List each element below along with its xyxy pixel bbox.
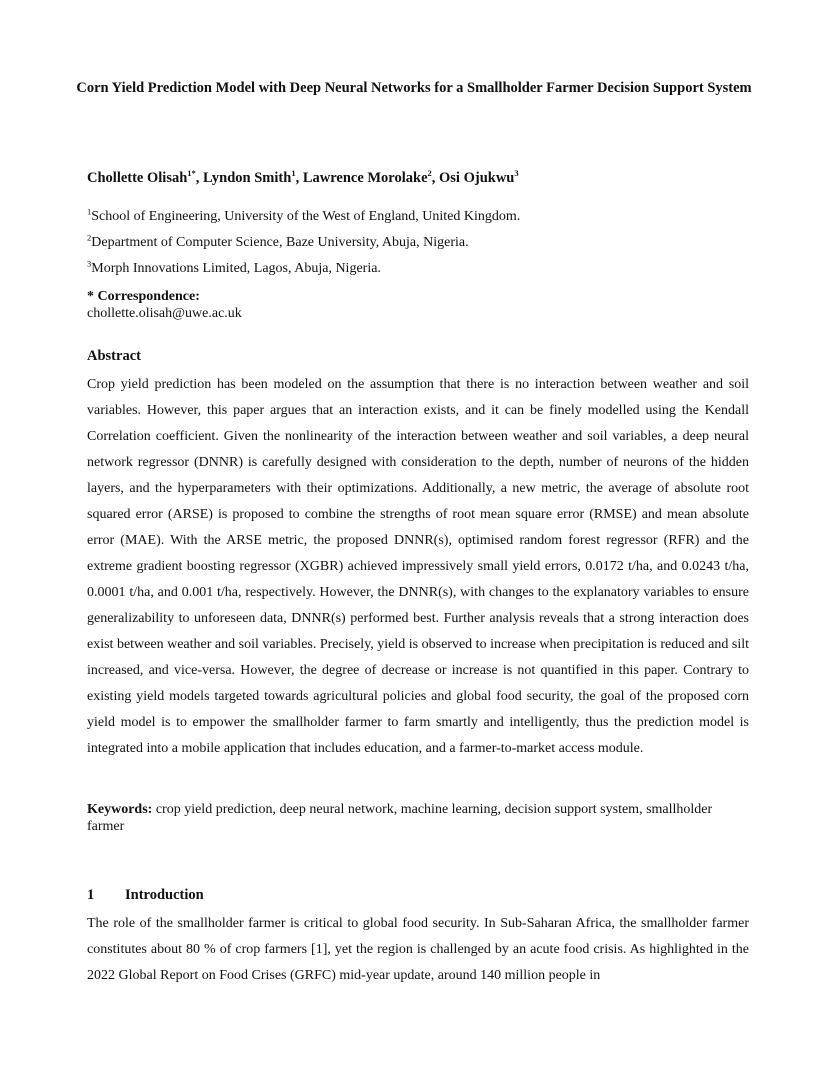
affiliation-text: Morph Innovations Limited, Lagos, Abuja, Nigeria.	[91, 261, 381, 276]
keywords-text: crop yield prediction, deep neural network, machine learning, decision support system, smallholder farmer	[87, 802, 713, 834]
author-affiliation-mark: 1	[291, 168, 296, 179]
keywords-label: Keywords:	[87, 802, 153, 817]
author-affiliation-mark: 1*	[187, 168, 196, 179]
section-heading	[87, 887, 204, 904]
correspondence-label: * Correspondence:	[87, 289, 200, 304]
author-list	[87, 170, 519, 187]
author-name: Chollette Olisah	[87, 170, 188, 186]
author-separator: ,	[295, 170, 303, 186]
affiliation-mark: 2	[87, 232, 92, 243]
affiliation-mark: 3	[87, 258, 92, 269]
author-separator: ,	[195, 170, 204, 186]
affiliation	[87, 230, 520, 256]
section-number: 1	[87, 887, 95, 903]
author-name: Lawrence Morolake	[302, 170, 428, 186]
author-affiliation-mark: 2	[427, 168, 432, 179]
author-affiliation-mark: 3	[514, 168, 519, 179]
affiliation-list	[87, 204, 520, 282]
author-name: Osi Ojukwu	[439, 170, 515, 186]
abstract-text: Crop yield prediction has been modeled on the assumption that there is no interaction between weather and soil variables. However, this paper argues that an interaction exists, and it can be finely modelled using the Kendall Correlation coefficient. Given the nonlinearity of the interaction between weather and soil variables, a deep neural network regressor (DNNR) is carefully designed with consideration to the depth, number of neurons of the hidden layers, and the hyperparameters with their optimizations. Additionally, a new metric, the average of absolute root squared error (ARSE) is proposed to combine the strengths of root mean square error (RMSE) and mean absolute error (MAE). With the ARSE metric, the proposed DNNR(s), optimised random forest regressor (RFR) and the extreme gradient boosting regressor (XGBR) achieved impressively small yield errors, 0.0172 t/ha, and 0.0243 t/ha, 0.0001 t/ha, and 0.001 t/ha, respectively. However, the DNNR(s), with changes to the explanatory variables to ensure generalizability to unforeseen data, DNNR(s) performed best. Further analysis reveals that a strong interaction does exist between weather and soil variables. Precisely, yield is observed to increase when precipitation is reduced and silt increased, and vice-versa. However, the degree of decrease or increase is not quantified in this paper. Contrary to existing yield models targeted towards agricultural policies and global food security, the goal of the proposed corn yield model is to empower the smallholder farmer to farm smartly and intelligently, thus the prediction model is integrated into a mobile application that includes education, and a farmer-to-market access module.	[87, 377, 749, 756]
affiliation-text: Department of Computer Science, Baze University, Abuja, Nigeria.	[91, 235, 469, 250]
author-name: Lyndon Smith	[203, 170, 292, 186]
section-title: Introduction	[125, 887, 204, 903]
correspondence-email[interactable]: chollette.olisah@uwe.ac.uk	[87, 306, 242, 321]
affiliation	[87, 204, 520, 230]
abstract-heading: Abstract	[87, 348, 141, 364]
correspondence-block	[87, 288, 242, 322]
introduction-text: The role of the smallholder farmer is critical to global food security. In Sub-Saharan Africa, the smallholder farmer constitutes about 80 % of crop farmers [1], yet the region is challenged by an acute food crisis. As highlighted in the 2022 Global Report on Food Crises (GRFC) mid-year update, around 140 million people in	[87, 916, 749, 983]
author-separator: ,	[431, 170, 440, 186]
keywords	[87, 801, 749, 835]
affiliation-text: School of Engineering, University of the West of England, United Kingdom.	[91, 209, 521, 224]
affiliation-mark: 1	[87, 206, 92, 217]
affiliation	[87, 256, 520, 282]
paper-title: Corn Yield Prediction Model with Deep Neural Networks for a Smallholder Farmer Decision Support System	[76, 80, 752, 96]
